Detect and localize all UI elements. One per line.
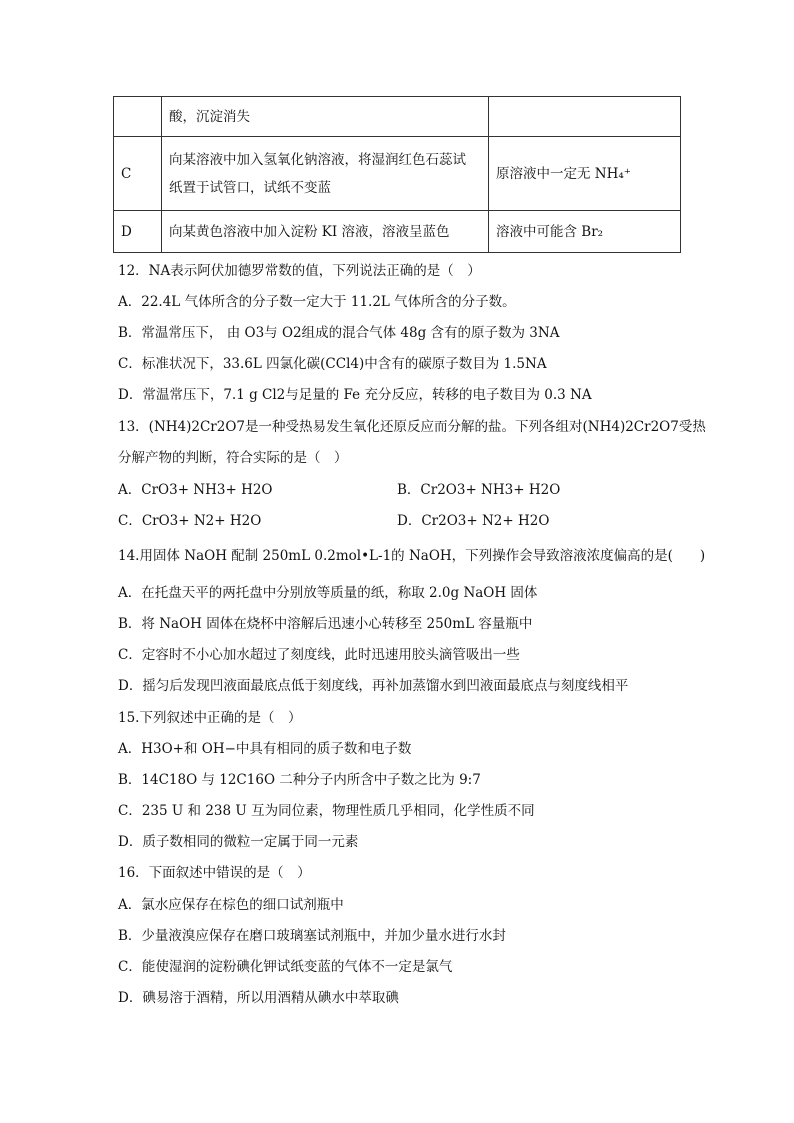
q16-option-a: A．氯水应保存在棕色的细口试剂瓶中 (118, 897, 344, 913)
table-row (114, 97, 681, 137)
q16-stem: 16．下面叙述中错误的是（ ） (118, 865, 311, 881)
q13-stem-line1: 13．(NH4)2Cr2O7是一种受热易发生氧化还原反应而分解的盐。下列各组对(NH4)2Cr2O7受热 (118, 419, 706, 435)
q12-option-b: B．常温常压下， 由 O3与 O2组成的混合气体 48g 含有的原子数为 3NA (118, 325, 560, 341)
q14-option-b: B．将 NaOH 固体在烧杯中溶解后迅速小心转移至 250mL 容量瓶中 (118, 616, 533, 632)
q16-option-b: B．少量液溴应保存在磨口玻璃塞试剂瓶中，并加少量水进行水封 (118, 928, 506, 944)
q13-option-b: B．Cr2O3+ NH3+ H2O (397, 482, 561, 498)
q15-stem: 15.下列叙述中正确的是（ ） (118, 710, 302, 726)
q12-option-c: C．标准状况下，33.6L 四氯化碳(CCl4)中含有的碳原子数目为 1.5NA (118, 356, 547, 372)
operation-cell: 向某溶液中加入氢氧化钠溶液，将湿润红色石蕊试 纸置于试管口，试纸不变蓝 (162, 137, 489, 211)
q14-option-d: D．摇匀后发现凹液面最底点低于刻度线，再补加蒸馏水到凹液面最底点与刻度线相平 (118, 678, 629, 694)
q13-option-d: D．Cr2O3+ N2+ H2O (397, 513, 550, 529)
q12-option-d: D．常温常压下，7.1 g Cl2与足量的 Fe 充分反应，转移的电子数目为 0.3 NA (118, 387, 592, 403)
operation-cell: 向某黄色溶液中加入淀粉 KI 溶液，溶液呈蓝色 (162, 211, 489, 253)
q14-option-a: A．在托盘天平的两托盘中分别放等质量的纸，称取 2.0g NaOH 固体 (118, 585, 538, 601)
q14-option-c: C．定容时不小心加水超过了刻度线，此时迅速用胶头滴管吸出一些 (118, 647, 520, 663)
conclusion-cell: 原溶液中一定无 NH₄⁺ (489, 137, 681, 211)
q15-option-d: D．质子数相同的微粒一定属于同一元素 (118, 834, 359, 850)
table-row (114, 137, 681, 211)
q15-option-a: A．H3O+和 OH−中具有相同的质子数和电子数 (118, 741, 412, 757)
operation-cell: 酸，沉淀消失 (162, 97, 489, 137)
row-label: C (114, 137, 162, 211)
q13-option-c: C．CrO3+ N2+ H2O (118, 513, 262, 529)
q15-option-b: B．14C18O 与 12C16O 二种分子内所含中子数之比为 9:7 (118, 772, 481, 788)
conclusion-cell (489, 97, 681, 137)
experiment-table (113, 96, 681, 253)
table-row (114, 211, 681, 253)
q13-option-a: A．CrO3+ NH3+ H2O (118, 482, 273, 498)
q13-stem-line2: 分解产物的判断，符合实际的是（ ） (118, 450, 348, 466)
q16-option-c: C．能使湿润的淀粉碘化钾试纸变蓝的气体不一定是氯气 (118, 959, 453, 975)
row-label (114, 97, 162, 137)
q12-option-a: A．22.4L 气体所含的分子数一定大于 11.2L 气体所含的分子数。 (118, 294, 516, 310)
conclusion-cell: 溶液中可能含 Br₂ (489, 211, 681, 253)
q16-option-d: D．碘易溶于酒精，所以用酒精从碘水中萃取碘 (118, 990, 399, 1006)
q15-option-c: C．235 U 和 238 U 互为同位素，物理性质几乎相同，化学性质不同 (118, 803, 535, 819)
q12-stem: 12．NA表示阿伏加德罗常数的值，下列说法正确的是（ ） (118, 263, 481, 279)
row-label: D (114, 211, 162, 253)
q14-stem: 14.用固体 NaOH 配制 250mL 0.2mol•L-1的 NaOH，下列操作会导致溶液浓度偏高的是( ) (118, 548, 706, 564)
